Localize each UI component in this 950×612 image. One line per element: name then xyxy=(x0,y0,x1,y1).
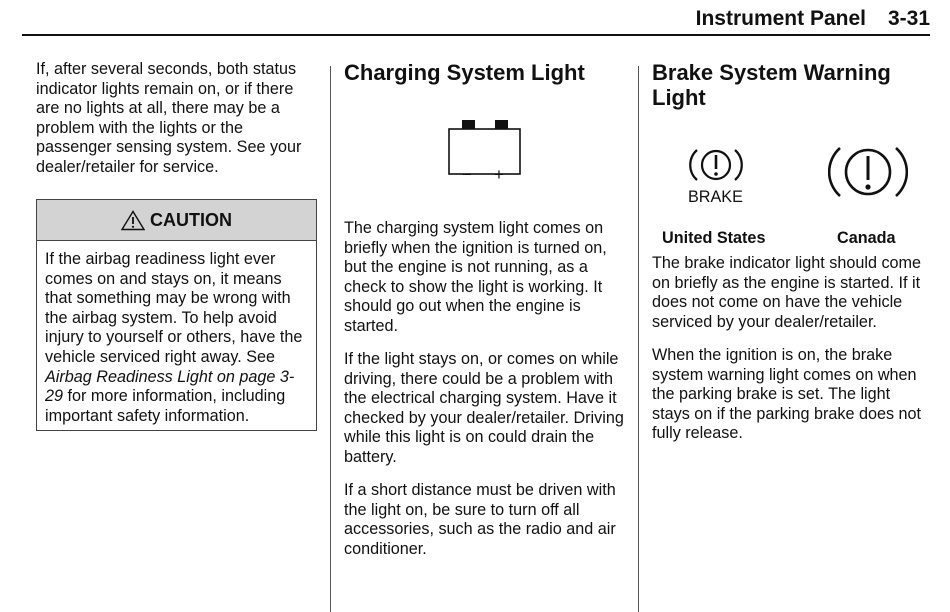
charging-paragraph-1: The charging system light comes on briefly when the ignition is turned on, but the engine is not running, as a check to show the light is working. It should go out when the engine is started. xyxy=(344,219,607,335)
caution-header xyxy=(37,200,316,241)
caution-text-before: If the airbag readiness light ever comes on and stays on, it means that something may be wrong with the airbag system. To help avoid injury to yourself or others, have the vehicle serviced right away. See xyxy=(45,250,303,366)
caution-cross-reference[interactable]: Airbag Readiness Light on page 3-29 xyxy=(45,367,295,406)
caption-canada: Canada xyxy=(837,229,896,247)
battery-figure xyxy=(344,85,628,219)
column-divider xyxy=(330,66,331,612)
caption-united-states: United States xyxy=(662,229,766,247)
battery-plus-sign: + xyxy=(494,165,504,184)
column-1 xyxy=(36,60,320,431)
column-3 xyxy=(652,60,932,458)
brake-system-heading: Brake System Warning Light xyxy=(652,60,891,110)
brake-icon-figure xyxy=(652,110,932,222)
caution-box xyxy=(36,199,317,431)
caution-body xyxy=(37,241,316,430)
page-number: 3-31 xyxy=(887,7,930,30)
brake-paragraph-2: When the ignition is on, the brake system warning light comes on when the parking brake is set. The light stays on if the parking brake does not fully release. xyxy=(652,346,922,442)
charging-system-heading: Charging System Light xyxy=(344,60,585,85)
caution-text xyxy=(45,250,309,426)
battery-icon xyxy=(448,120,522,176)
brake-paragraph-1: The brake indicator light should come on briefly as the engine is started. If it does not come on have the vehicle serviced by your dealer/retailer. xyxy=(652,254,922,331)
caution-text-after: for more information, including important safety information. xyxy=(45,387,286,425)
battery-minus-sign: − xyxy=(462,165,472,184)
charging-paragraph-3: If a short distance must be driven with the light on, be sure to turn off all accessories, such as the radio and air conditioner. xyxy=(344,481,616,558)
caution-title: CAUTION xyxy=(150,209,232,230)
section-title: Instrument Panel xyxy=(695,7,866,30)
brake-warning-icon-canada xyxy=(828,142,908,202)
header-rule xyxy=(22,34,930,36)
brake-warning-icon xyxy=(688,144,744,186)
column-2 xyxy=(344,60,628,573)
brake-symbol-label: BRAKE xyxy=(688,188,743,206)
brake-icon-captions xyxy=(652,222,932,248)
intro-paragraph: If, after several seconds, both status indicator lights remain on, or if there are no lights at all, there may be a problem with the lights or the passenger sensing system. See your dealer/retailer for service. xyxy=(36,60,302,176)
column-divider xyxy=(638,66,639,612)
page-header xyxy=(0,0,950,36)
warning-triangle-icon xyxy=(121,210,145,231)
charging-paragraph-2: If the light stays on, or comes on while driving, there could be a problem with the electrical charging system. Have it checked by your dealer/retailer. Driving while this light is on could drain the battery. xyxy=(344,350,624,466)
